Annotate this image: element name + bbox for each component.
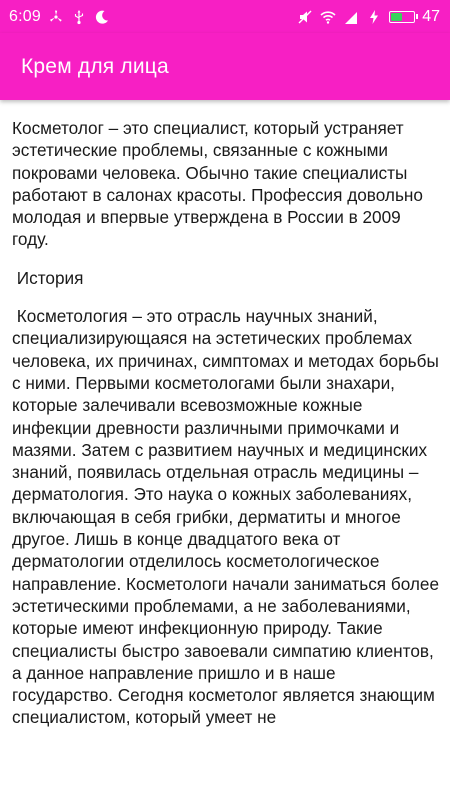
usb-icon <box>71 9 87 25</box>
status-time: 6:09 <box>9 7 41 25</box>
mute-icon <box>297 9 313 25</box>
app-bar <box>0 33 450 100</box>
article-scroll-view[interactable] <box>0 100 450 800</box>
moon-icon <box>94 9 110 25</box>
fan-icon <box>48 9 64 25</box>
app-title: Крем для лица <box>21 54 169 78</box>
status-right <box>297 8 440 26</box>
battery-percent: 47 <box>422 7 440 25</box>
article-intro: Косметолог – это специалист, который устраняет эстетические проблемы, связанные с кожными покровами человека. Обычно такие специалисты работают в салонах красоты. Профессия довольно молодая и впервые утверждена в России в 2009 году. <box>12 118 428 250</box>
status-left <box>9 8 110 26</box>
battery-fill <box>391 13 401 21</box>
charging-icon <box>366 9 382 25</box>
battery-cap <box>416 14 418 19</box>
signal-3g-icon <box>343 9 359 25</box>
article-body: Косметология – это отрасль научных знаний, специализирующаяся на эстетических проблемах человека, их причинах, симптомах и методах борьбы с ними. Первыми косметологами были знахари, которые залечивали всевозможные кожные инфекции древности различными примочками и мазями. Затем с развитием научных и медицинских знаний, появилась отдельная отрасль медицины – дерматология. Это наука о кожных заболеваниях, включающая в себя грибки, дерматиты и многое другое. Лишь в конце двадцатого века от дерматологии отделилось косметологическое направление. Косметологи начали заниматься более эстетическими проблемами, а не заболеваниями, которые имеют инфекционную природу. Такие специалисты быстро завоевали симпатию клиентов, а данное направление пришло и в наше государство. Сегодня косметолог является знающим специалистом, который умеет не <box>12 306 444 728</box>
article-heading: История <box>12 267 84 288</box>
battery-indicator <box>389 8 440 26</box>
wifi-icon <box>320 9 336 25</box>
battery-body <box>389 11 415 23</box>
status-bar <box>0 0 450 33</box>
